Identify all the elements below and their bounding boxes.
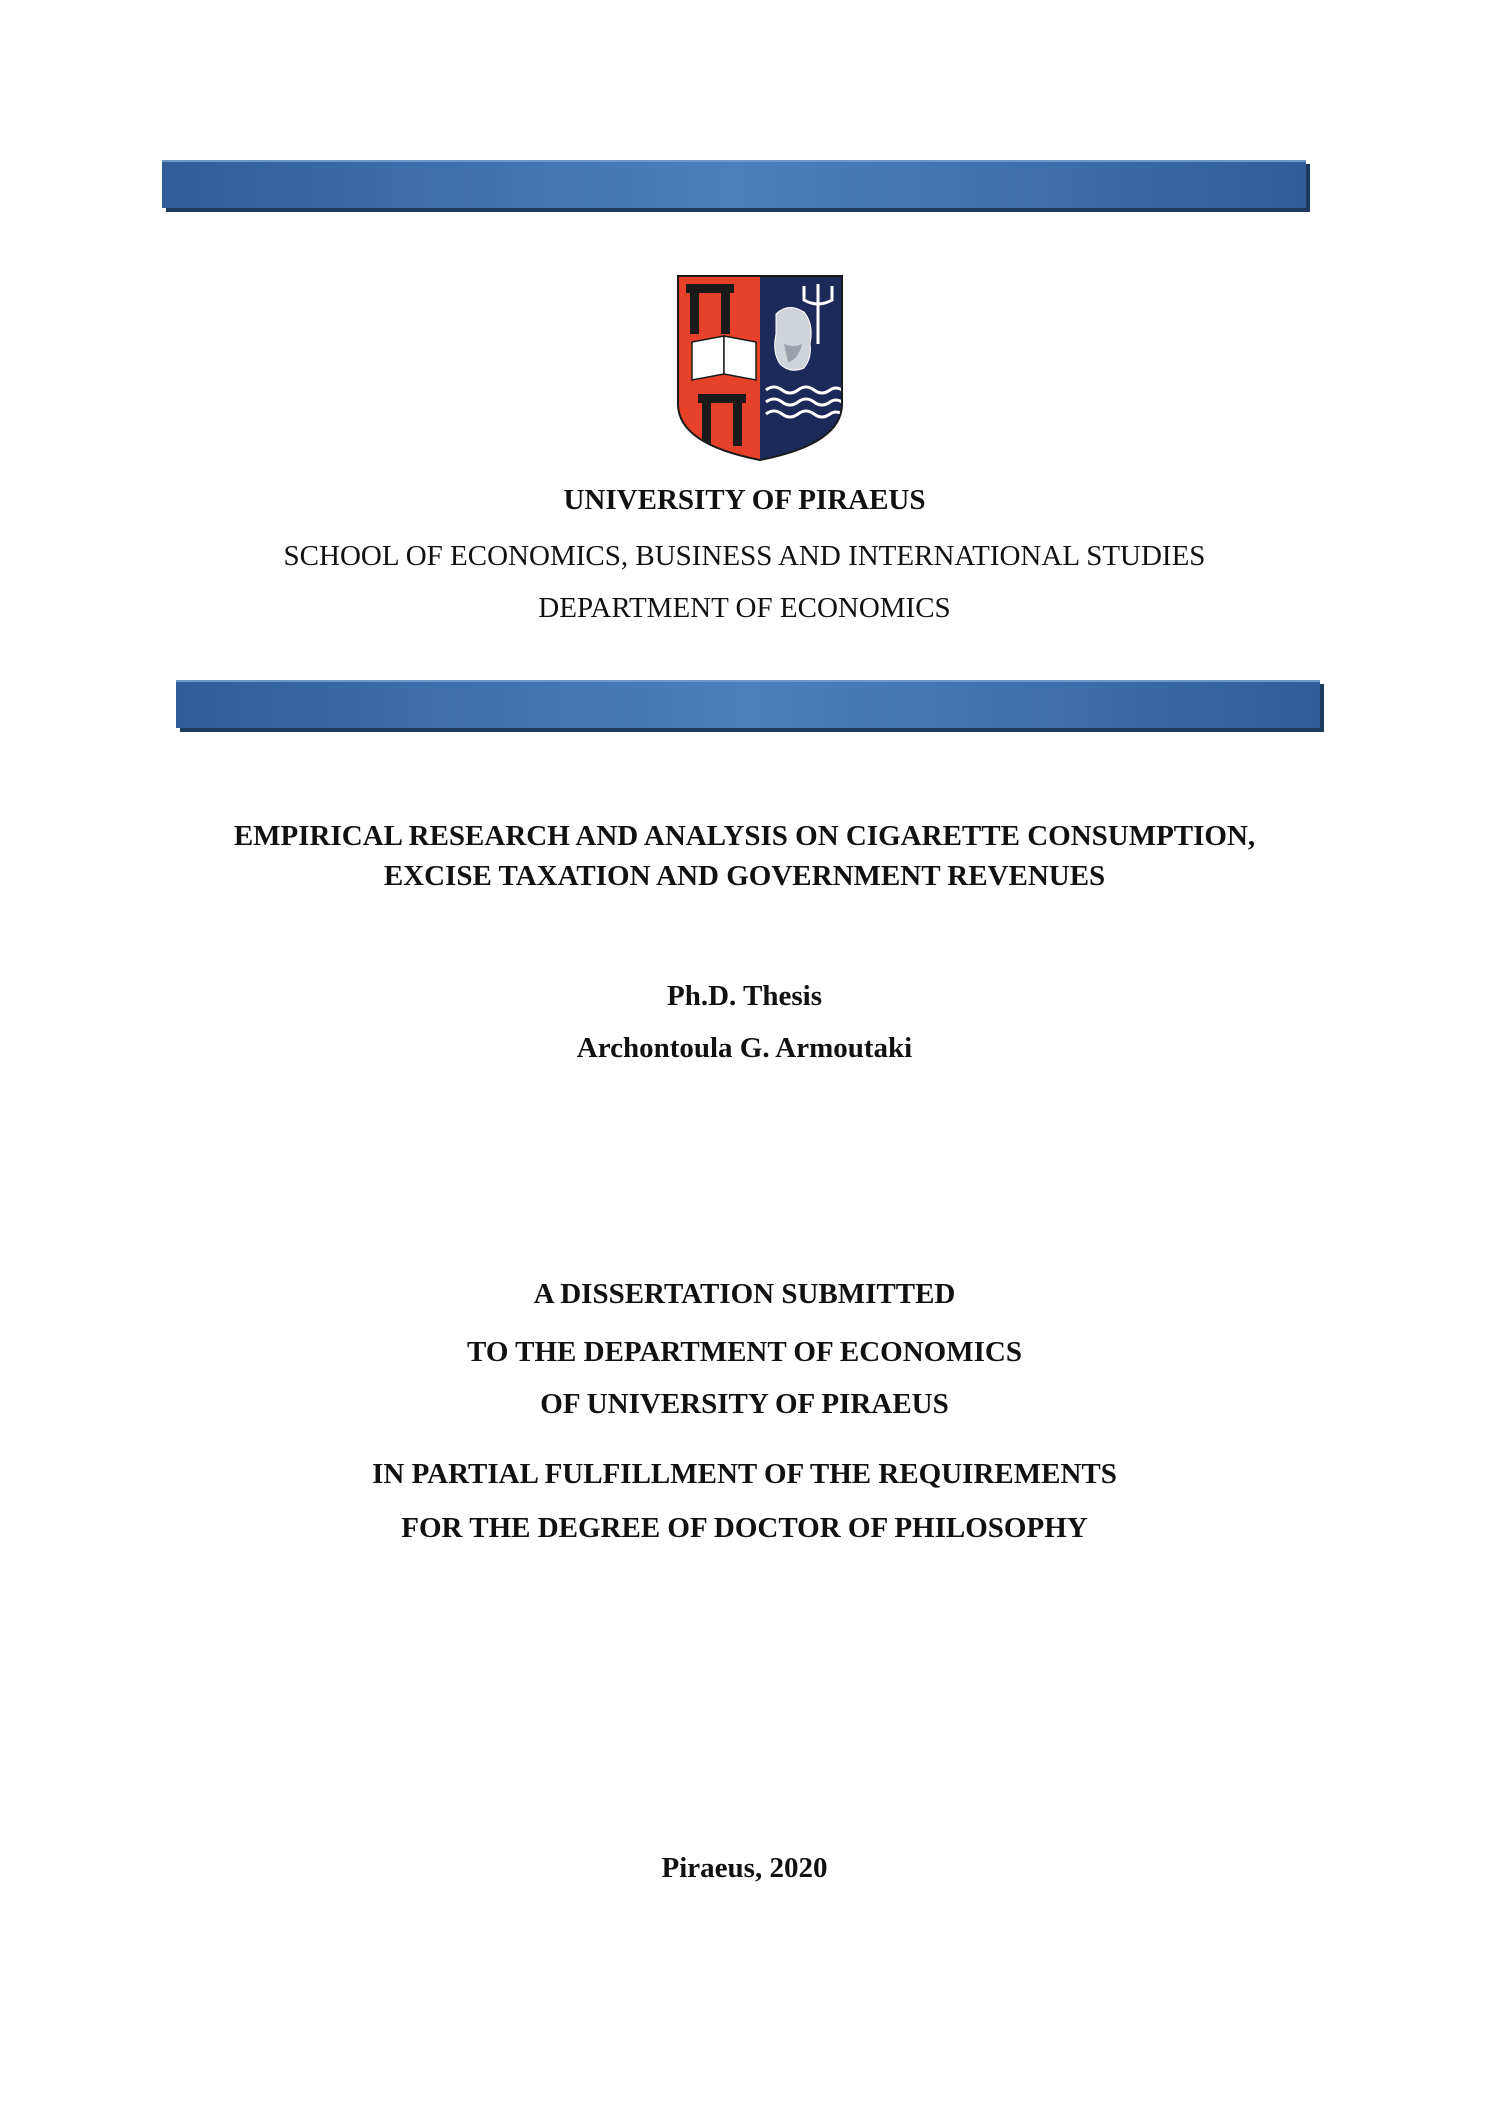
university-crest-icon (676, 274, 844, 462)
submission-statement-line-5: FOR THE DEGREE OF DOCTOR OF PHILOSOPHY (401, 1512, 1088, 1544)
submission-statement-line-1: A DISSERTATION SUBMITTED (533, 1278, 956, 1310)
decorative-band-middle (176, 680, 1320, 728)
submission-statement-line-2: TO THE DEPARTMENT OF ECONOMICS (467, 1336, 1022, 1368)
author-name: Archontoula G. Armoutaki (576, 1032, 913, 1064)
thesis-title-line-2: EXCISE TAXATION AND GOVERNMENT REVENUES (383, 860, 1106, 892)
department-name: DEPARTMENT OF ECONOMICS (538, 592, 951, 624)
thesis-title-line-1: EMPIRICAL RESEARCH AND ANALYSIS ON CIGARETTE CONSUMPTION, (233, 820, 1256, 852)
place-and-date: Piraeus, 2020 (661, 1852, 828, 1884)
thesis-type: Ph.D. Thesis (667, 980, 822, 1012)
school-name: SCHOOL OF ECONOMICS, BUSINESS AND INTERNATIONAL STUDIES (283, 540, 1206, 572)
submission-statement-line-3: OF UNIVERSITY OF PIRAEUS (540, 1388, 949, 1420)
university-name: UNIVERSITY OF PIRAEUS (563, 484, 926, 516)
submission-statement-line-4: IN PARTIAL FULFILLMENT OF THE REQUIREMENTS (372, 1458, 1117, 1490)
decorative-band-top (162, 160, 1306, 208)
